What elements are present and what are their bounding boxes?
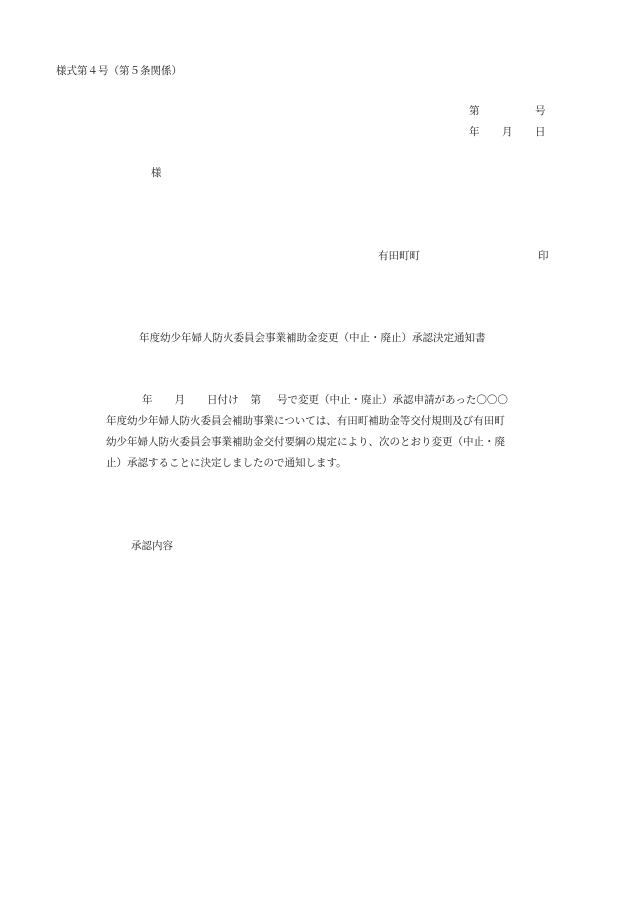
date-day-label: 日: [535, 126, 546, 138]
addressee-suffix: 様: [151, 167, 162, 179]
document-title: 年度幼少年婦人防火委員会事業補助金変更（中止・廃止）承認決定通知書: [139, 332, 486, 344]
seal-mark: 印: [538, 250, 549, 262]
body-line-4: 止）承認することに決定しましたので通知します。: [106, 457, 347, 469]
date-month-label: 月: [502, 126, 513, 138]
document-number-prefix: 第: [469, 105, 480, 117]
approval-heading: 承認内容: [131, 540, 173, 552]
date-year-label: 年: [469, 126, 480, 138]
document-number-suffix: 号: [535, 105, 546, 117]
body-year-label: 年: [142, 394, 153, 406]
body-month-label: 月: [174, 394, 185, 406]
body-line-2: 年度幼少年婦人防火委員会補助事業については、有田町補助金等交付規則及び有田町: [106, 415, 505, 427]
issuer-name: 有田町町: [378, 250, 420, 262]
body-no-label: 第: [250, 394, 261, 406]
form-number: 様式第４号（第５条関係）: [56, 65, 182, 77]
body-line-3: 幼少年婦人防火委員会事業補助金交付要綱の規定により、次のとおり変更（中止・廃: [106, 436, 505, 448]
body-line-1-rest: 号で変更（中止・廃止）承認申請があった〇〇〇: [277, 394, 508, 406]
body-dated-label: 日付け: [207, 394, 239, 406]
body-line-1: [142, 395, 508, 406]
